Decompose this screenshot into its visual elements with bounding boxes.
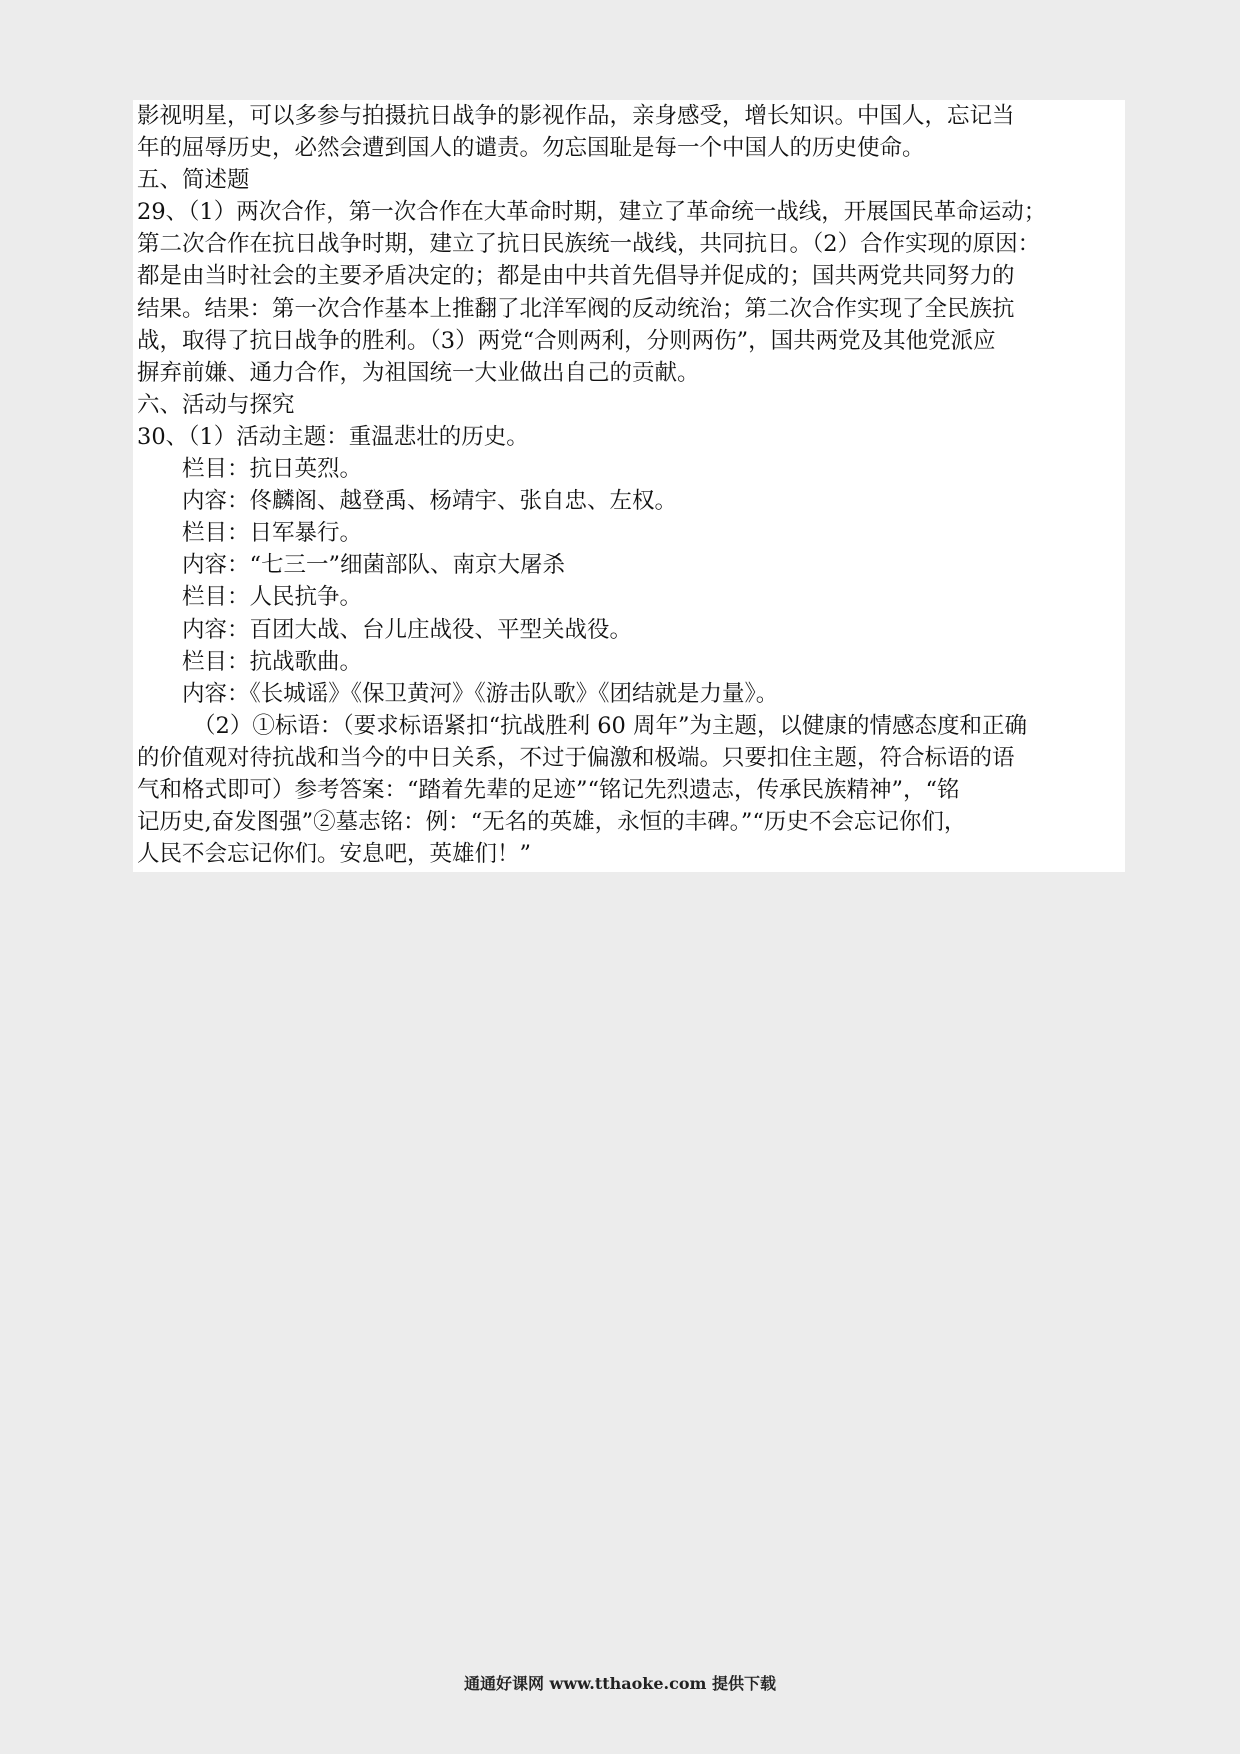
column-item: 栏目：抗日英烈。 <box>182 456 363 483</box>
text-line: 影视明星，可以多参与拍摄抗日战争的影视作品，亲身感受，增长知识。中国人，忘记当 <box>137 103 1015 129</box>
column-content: 内容：《长城谣》《保卫黄河》《游击队歌》《团结就是力量》。 <box>182 680 779 707</box>
text-line: 30、（1）活动主题：重温悲壮的历史。 <box>137 423 529 450</box>
text-line: 第二次合作在抗日战争时期，建立了抗日民族统一战线，共同抗日。（2）合作实现的原因： <box>137 231 1041 258</box>
text-line: 29、（1）两次合作，第一次合作在大革命时期，建立了革命统一战线，开展国民革命运动； <box>137 199 1047 226</box>
answer-content <box>133 100 1125 872</box>
column-item: 栏目：日军暴行。 <box>182 520 363 547</box>
section-heading: 六、活动与探究 <box>137 391 295 418</box>
column-item: 栏目：抗战歌曲。 <box>182 648 363 675</box>
page-footer: 通通好课网 www.tthaoke.com 提供下载 <box>463 1674 777 1693</box>
text-line: 战，取得了抗日战争的胜利。（3）两党“合则两利，分则两伤”，国共两党及其他党派应 <box>137 327 996 354</box>
column-content: 内容：“七三一”细菌部队、南京大屠杀 <box>182 552 566 579</box>
text-line: 记历史,奋发图强”②墓志铭：例：“无名的英雄，永恒的丰碑。”“历史不会忘记你们， <box>137 809 967 836</box>
text-line: 结果。结果：第一次合作基本上推翻了北洋军阀的反动统治；第二次合作实现了全民族抗 <box>137 295 1015 322</box>
text-line: 气和格式即可）参考答案：“踏着先辈的足迹”“铭记先烈遗志，传承民族精神”，“铭 <box>137 776 960 803</box>
text-line: 都是由当时社会的主要矛盾决定的；都是由中共首先倡导并促成的；国共两党共同努力的 <box>137 263 1015 290</box>
text-line: （2）①标语：（要求标语紧扣“抗战胜利 60 周年”为主题，以健康的情感态度和正确 <box>193 712 1028 739</box>
text-line: 年的屈辱历史，必然会遭到国人的谴责。勿忘国耻是每一个中国人的历史使命。 <box>137 135 925 162</box>
text-line: 的价值观对待抗战和当今的中日关系，不过于偏激和极端。只要扣住主题，符合标语的语 <box>137 744 1015 771</box>
column-content: 内容：佟麟阁、越登禹、杨靖宇、张自忠、左权。 <box>182 488 678 515</box>
column-content: 内容：百团大战、台儿庄战役、平型关战役。 <box>182 616 633 643</box>
column-item: 栏目：人民抗争。 <box>182 584 363 611</box>
text-line: 人民不会忘记你们。安息吧，英雄们！” <box>137 841 532 868</box>
text-line: 摒弃前嫌、通力合作，为祖国统一大业做出自己的贡献。 <box>137 359 700 386</box>
section-heading: 五、简述题 <box>137 167 250 194</box>
